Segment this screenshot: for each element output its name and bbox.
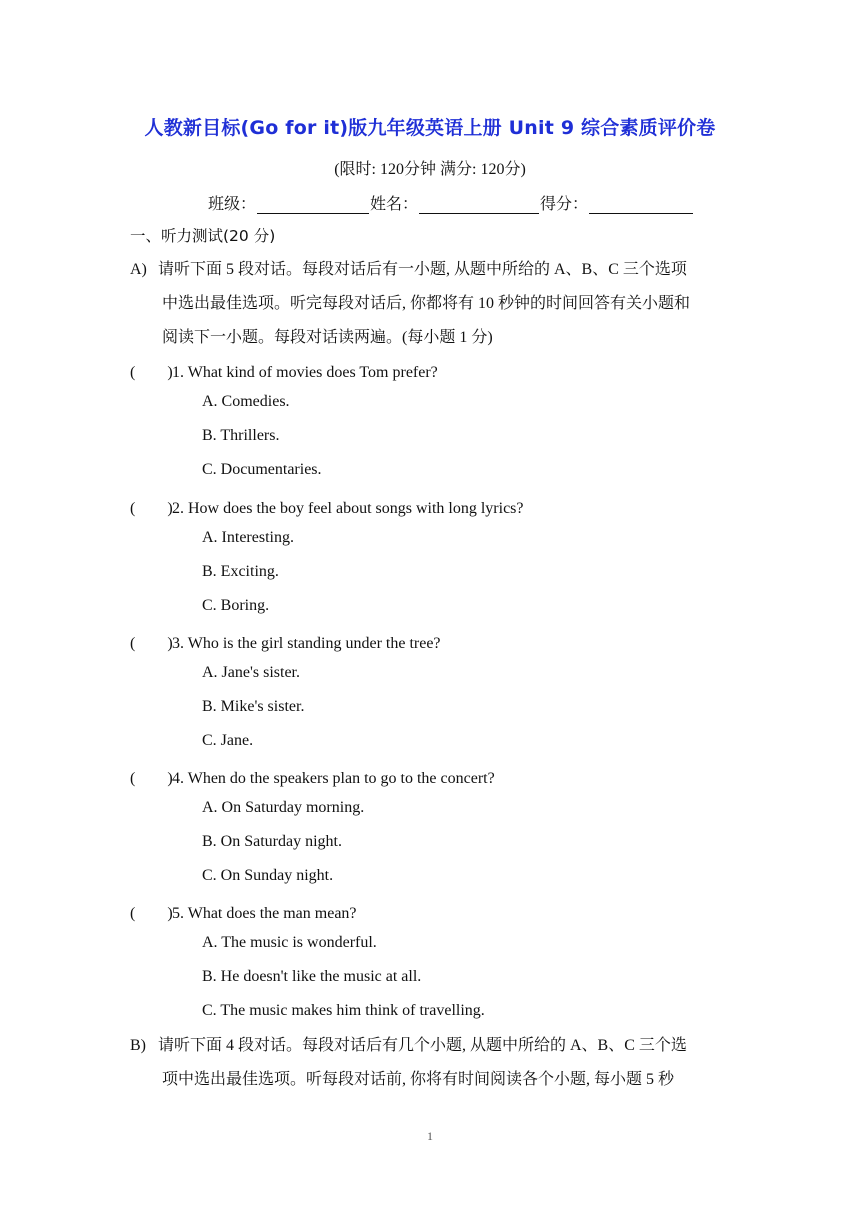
option: C. On Sunday night. xyxy=(202,867,334,884)
score-blank[interactable] xyxy=(589,195,693,214)
part-a-line: 中选出最佳选项。听完每段对话后, 你都将有 10 秒钟的时间回答有关小题和 xyxy=(162,295,691,312)
part-b-instructions xyxy=(130,1029,730,1097)
answer-paren[interactable]: ( ) xyxy=(130,905,173,922)
answer-paren[interactable]: ( ) xyxy=(130,364,173,381)
question-text: 5. What does the man mean? xyxy=(172,905,357,922)
option: A. Comedies. xyxy=(202,393,290,410)
page-number: 1 xyxy=(427,1129,433,1143)
option: C. Documentaries. xyxy=(202,461,322,478)
part-b-line: 项中选出最佳选项。听每段对话前, 你将有时间阅读各个小题, 每小题 5 秒 xyxy=(162,1071,675,1088)
option: A. Jane's sister. xyxy=(202,664,300,681)
question-3 xyxy=(130,630,441,653)
question-2 xyxy=(130,495,524,518)
question-5 xyxy=(130,900,357,923)
question-text: 4. When do the speakers plan to go to the concert? xyxy=(172,770,495,787)
option: B. Exciting. xyxy=(202,563,279,580)
student-info-row xyxy=(208,191,694,214)
question-text: 3. Who is the girl standing under the tree? xyxy=(172,635,441,652)
part-b-line: 请听下面 4 段对话。每段对话后有几个小题, 从题中所给的 A、B、C 三个选 xyxy=(158,1037,687,1054)
question-1 xyxy=(130,359,438,382)
option: A. The music is wonderful. xyxy=(202,934,377,951)
option: A. On Saturday morning. xyxy=(202,799,365,816)
option: C. Boring. xyxy=(202,597,270,614)
part-b-label: B) xyxy=(130,1037,146,1054)
exam-subtitle: (限时: 120分钟 满分: 120分) xyxy=(334,161,526,178)
class-label: 班级： xyxy=(208,196,257,213)
class-blank[interactable] xyxy=(257,195,369,214)
part-a-label: A) xyxy=(130,261,147,278)
question-text: 2. How does the boy feel about songs with long lyrics? xyxy=(172,500,524,517)
part-a-line: 阅读下一小题。每段对话读两遍。(每小题 1 分) xyxy=(162,329,493,346)
option: C. Jane. xyxy=(202,732,254,749)
exam-title: 人教新目标(Go for it)版九年级英语上册 Unit 9 综合素质评价卷 xyxy=(144,117,716,139)
option: B. He doesn't like the music at all. xyxy=(202,968,422,985)
name-blank[interactable] xyxy=(419,195,539,214)
option: A. Interesting. xyxy=(202,529,294,546)
part-a-line: 请听下面 5 段对话。每段对话后有一小题, 从题中所给的 A、B、C 三个选项 xyxy=(158,261,687,278)
answer-paren[interactable]: ( ) xyxy=(130,635,173,652)
score-label: 得分： xyxy=(540,196,589,213)
option: B. On Saturday night. xyxy=(202,833,342,850)
option: C. The music makes him think of travelling. xyxy=(202,1002,485,1019)
option: B. Thrillers. xyxy=(202,427,280,444)
option: B. Mike's sister. xyxy=(202,698,305,715)
question-text: 1. What kind of movies does Tom prefer? xyxy=(172,364,438,381)
answer-paren[interactable]: ( ) xyxy=(130,770,173,787)
section-heading: 一、听力测试(20 分) xyxy=(130,227,276,245)
question-4 xyxy=(130,765,495,788)
answer-paren[interactable]: ( ) xyxy=(130,500,173,517)
part-a-instructions xyxy=(130,253,730,355)
name-label: 姓名： xyxy=(370,196,419,213)
